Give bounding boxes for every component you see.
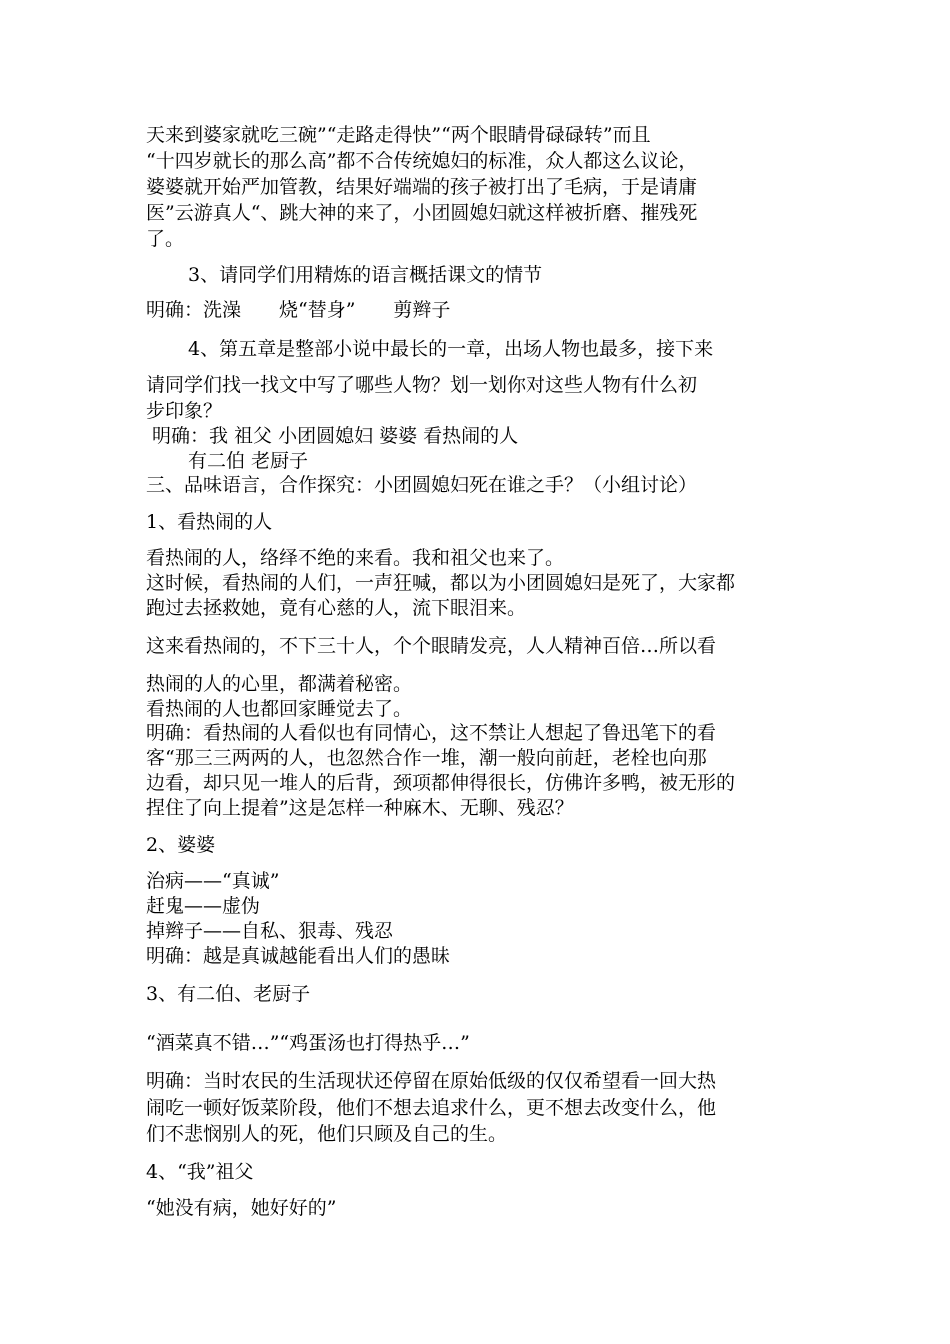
answer-line: 明确：看热闹的人看似也有同情心，这不禁让人想起了鲁迅笔下的看	[146, 722, 717, 744]
answer-line: 明确：洗澡 烧“替身” 剪辫子	[146, 299, 451, 321]
paragraph-line: “十四岁就长的那么高”都不合传统媳妇的标准，众人都这么议论，	[146, 150, 698, 172]
paragraph-line: 婆婆就开始严加管教，结果好端端的孩子被打出了毛病，于是请庸	[146, 176, 698, 198]
answer-line: 边看，却只见一堆人的后背，颈项都伸得很长，仿佛许多鸭，被无形的	[146, 772, 736, 794]
list-item: 赶鬼——虚伪	[146, 895, 261, 917]
quote-line: 看热闹的人，络绎不绝的来看。我和祖父也来了。	[146, 547, 565, 569]
quote-line: 这来看热闹的，不下三十人，个个眼睛发亮，人人精神百倍…所以看	[146, 635, 717, 657]
quote-line: 看热闹的人也都回家睡觉去了。	[146, 698, 413, 720]
section-heading: 三、品味语言，合作探究：小团圆媳妇死在谁之手？（小组讨论）	[146, 474, 698, 496]
answer-line: 明确：我 祖父 小团圆媳妇 婆婆 看热闹的人	[152, 425, 519, 447]
section-heading: 3、请同学们用精炼的语言概括课文的情节	[188, 264, 543, 286]
paragraph-line: 请同学们找一找文中写了哪些人物？划一划你对这些人物有什么初	[146, 374, 698, 396]
subsection-heading: 2、婆婆	[146, 834, 216, 856]
answer-line: 客“那三三两两的人，也忽然合作一堆，潮一般向前赶，老栓也向那	[146, 747, 707, 769]
subsection-heading: 3、有二伯、老厨子	[146, 983, 311, 1005]
quote-line: “酒菜真不错…”“鸡蛋汤也打得热乎…”	[146, 1032, 470, 1054]
list-item: 掉辫子——自私、狠毒、残忍	[146, 920, 394, 942]
answer-line: 闹吃一顿好饭菜阶段，他们不想去追求什么，更不想去改变什么，他	[146, 1097, 717, 1119]
answer-line: 明确：当时农民的生活现状还停留在原始低级的仅仅希望看一回大热	[146, 1070, 717, 1092]
quote-line: 热闹的人的心里，都满着秘密。	[146, 673, 413, 695]
quote-line: 跑过去拯救她，竟有心慈的人，流下眼泪来。	[146, 597, 527, 619]
subsection-heading: 1、看热闹的人	[146, 511, 273, 533]
answer-line: 捏住了向上提着”这是怎样一种麻木、无聊、残忍？	[146, 797, 574, 819]
answer-line: 有二伯 老厨子	[188, 450, 309, 472]
paragraph-line: 步印象？	[146, 400, 223, 422]
section-heading: 4、第五章是整部小说中最长的一章，出场人物也最多，接下来	[188, 338, 714, 360]
quote-line: “她没有病，她好好的”	[146, 1197, 337, 1219]
list-item: 治病——“真诚”	[146, 870, 280, 892]
paragraph-line: 天来到婆家就吃三碗”“走路走得快”“两个眼睛骨碌碌转”而且	[146, 124, 651, 146]
answer-line: 明确：越是真诚越能看出人们的愚昧	[146, 945, 451, 967]
paragraph-line: 了。	[146, 228, 185, 250]
paragraph-line: 医”云游真人“、跳大神的来了，小团圆媳妇就这样被折磨、摧残死	[146, 202, 698, 224]
subsection-heading: 4、“我”祖父	[146, 1161, 254, 1183]
quote-line: 这时候，看热闹的人们，一声狂喊，都以为小团圆媳妇是死了，大家都	[146, 572, 736, 594]
answer-line: 们不悲悯别人的死，他们只顾及自己的生。	[146, 1123, 508, 1145]
